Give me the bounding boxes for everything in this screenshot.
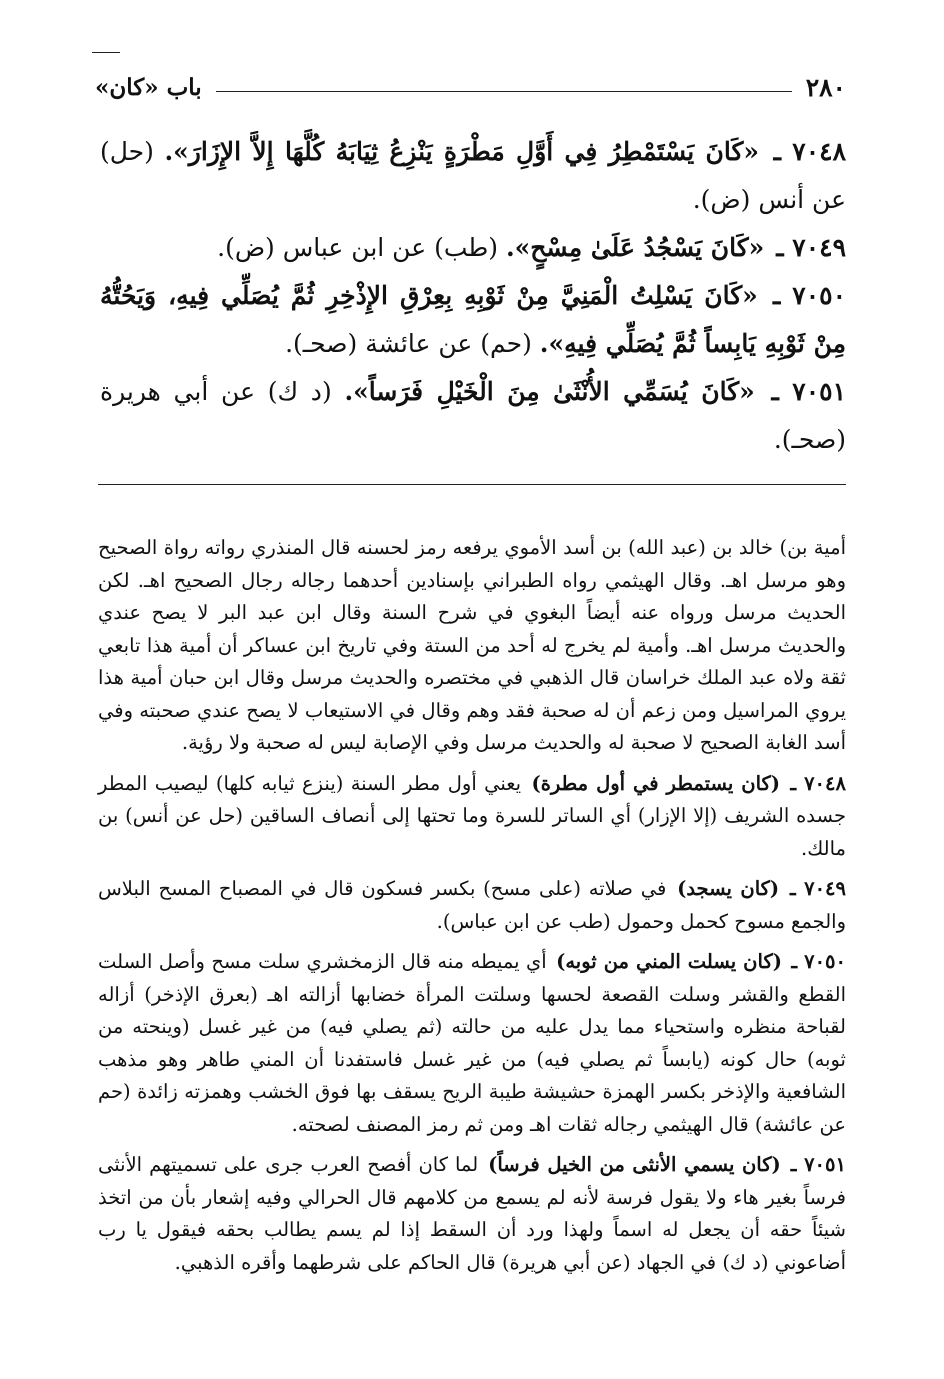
commentary-lemma: (كان يسمي الأنثى من الخيل فرساً) bbox=[488, 1153, 781, 1176]
hadith-number: ٧٠٥٠ ـ bbox=[772, 281, 846, 310]
chapter-title: باب «كان» bbox=[95, 73, 202, 101]
hadith-source: (حل) عن أنس (ض). bbox=[100, 137, 846, 214]
commentary-entry bbox=[98, 1149, 846, 1279]
hadith-source: (طب) عن ابن عباس (ض). bbox=[217, 233, 506, 262]
commentary-number: ٧٠٤٩ ـ bbox=[789, 877, 847, 900]
hadith-source: (حم) عن عائشة (صحـ). bbox=[285, 329, 540, 358]
commentary-entry bbox=[98, 768, 846, 866]
commentary-number: ٧٠٥٠ ـ bbox=[791, 950, 847, 973]
hadith-entry bbox=[100, 128, 846, 224]
commentary-lemma: (كان يسلت المني من ثوبه) bbox=[556, 950, 782, 973]
commentary-lemma: (كان يسجد) bbox=[677, 877, 780, 900]
commentary-text: يعني أول مطر السنة (ينزع ثيابه كلها) ليصيب المطر جسده الشريف (إلا الإزار) أي الساتر للسرة وما تحتها إلى أنصاف الساقين (حل عن أنس) بن مالك. bbox=[98, 771, 846, 860]
commentary-entry bbox=[98, 873, 846, 938]
footnote-divider bbox=[98, 484, 846, 485]
commentary-text: في صلاته (على مسح) بكسر فسكون قال في المصباح المسح البلاس والجمع مسوح كحمل وحمول (طب عن ابن عباس). bbox=[98, 877, 846, 933]
hadith-text: «كَانَ يَسْتَمْطِرُ فِي أَوَّلِ مَطْرَةٍ يَنْزِعُ ثِيَابَهُ كُلَّهَا إِلاَّ الإِزَارَ». bbox=[164, 137, 760, 166]
hadith-text: «كَانَ يَسْلِتُ الْمَنِيَّ مِنْ ثَوْبِهِ بِعِرْقِ الإِذْخِرِ ثُمَّ يُصَلِّي فِيهِ، وَيَحُتُّهُ مِنْ ثَوْبِهِ يَابِساً ثُمَّ يُصَلِّي فِيهِ». bbox=[100, 281, 846, 358]
top-mark bbox=[92, 52, 120, 53]
hadith-number: ٧٠٤٩ ـ bbox=[776, 233, 846, 262]
hadith-entry bbox=[100, 224, 846, 272]
commentary-section bbox=[98, 532, 846, 1287]
commentary-number: ٧٠٤٨ ـ bbox=[790, 771, 846, 795]
hadith-text: «كَانَ يَسْجُدُ عَلَىٰ مِسْحٍ». bbox=[505, 233, 765, 262]
hadith-entry bbox=[100, 272, 846, 368]
commentary-entry bbox=[98, 946, 846, 1141]
commentary-text: لما كان أفصح العرب جرى على تسميتهم الأنثى فرساً بغير هاء ولا يقول فرسة لأنه لم يسمع من كلامهم قال الحرالي وفيه إشعار بأن من اتخذ شيئاً حقه أن يجعل له اسماً ولهذا ورد أن السقط إذا لم يسم يطالب بحقه فيقول يا رب أضاعوني (د ك) في الجهاد (عن أبي هريرة) قال الحاكم على شرطهما وأقره الذهبي. bbox=[98, 1153, 847, 1274]
hadith-number: ٧٠٥١ ـ bbox=[771, 377, 847, 406]
page-number: ٢٨٠ bbox=[805, 72, 846, 102]
hadith-number: ٧٠٤٨ ـ bbox=[773, 137, 847, 166]
hadith-text: «كَانَ يُسَمِّي الأُنْثَىٰ مِنَ الْخَيْلِ فَرَساً». bbox=[344, 377, 755, 406]
hadith-source: (د ك) عن أبي هريرة (صحـ). bbox=[100, 377, 846, 454]
page-header bbox=[95, 70, 846, 104]
hadith-section bbox=[100, 128, 846, 464]
header-rule bbox=[216, 91, 792, 92]
commentary-text: أي يميطه منه قال الزمخشري سلت مسح وأصل السلت القطع والقشر وسلت القصعة لحسها وسلتت المرأة خضابها أزالته اهـ (بعرق الإذخر) أزاله لقباحة منظره واستحياء مما يدل عليه من حالته (ثم يصلي فيه) من غير غسل (وينحته من ثوبه) حال كونه (يابساً ثم يصلي فيه) من غير غسل فاستفدنا أن المني طاهر وهو مذهب الشافعية والإذخر بكسر الهمزة حشيشة طيبة الريح يسقف بها فوق الخشب وهمزته زائدة (حم عن عائشة) قال الهيثمي رجاله ثقات اهـ ومن ثم رمز المصنف لصحته. bbox=[98, 950, 846, 1136]
commentary-number: ٧٠٥١ ـ bbox=[790, 1153, 846, 1176]
commentary-lemma: (كان يستمطر في أول مطرة) bbox=[531, 771, 781, 795]
commentary-intro: أمية بن) خالد بن (عبد الله) بن أسد الأموي يرفعه رمز لحسنه قال المنذري رواته رواة الصحيح وهو مرسل اهـ. وقال الهيثمي رواه الطبراني بإسنادين أحدهما رجاله رجال الصحيح اهـ. لكن الحديث مرسل ورواه عنه أيضاً البغوي في شرح السنة وقال ابن عبد البر لا يصح عندي والحديث مرسل اهـ. وأمية لم يخرج له أحد من الستة وفي تاريخ ابن عساكر أن أمية هذا تابعي ثقة ولاه عبد الملك خراسان قال الذهبي في مختصره والحديث مرسل وقال ابن حبان أمية هذا يروي المراسيل ومن زعم أن له صحبة فقد وهم وقال في الاستيعاب لا يصح عندي صحبته وفي أسد الغابة الصحيح لا صحبة له والحديث مرسل وفي الإصابة ليس له صحبة ولا رؤية. bbox=[98, 536, 846, 754]
hadith-entry bbox=[100, 368, 846, 464]
